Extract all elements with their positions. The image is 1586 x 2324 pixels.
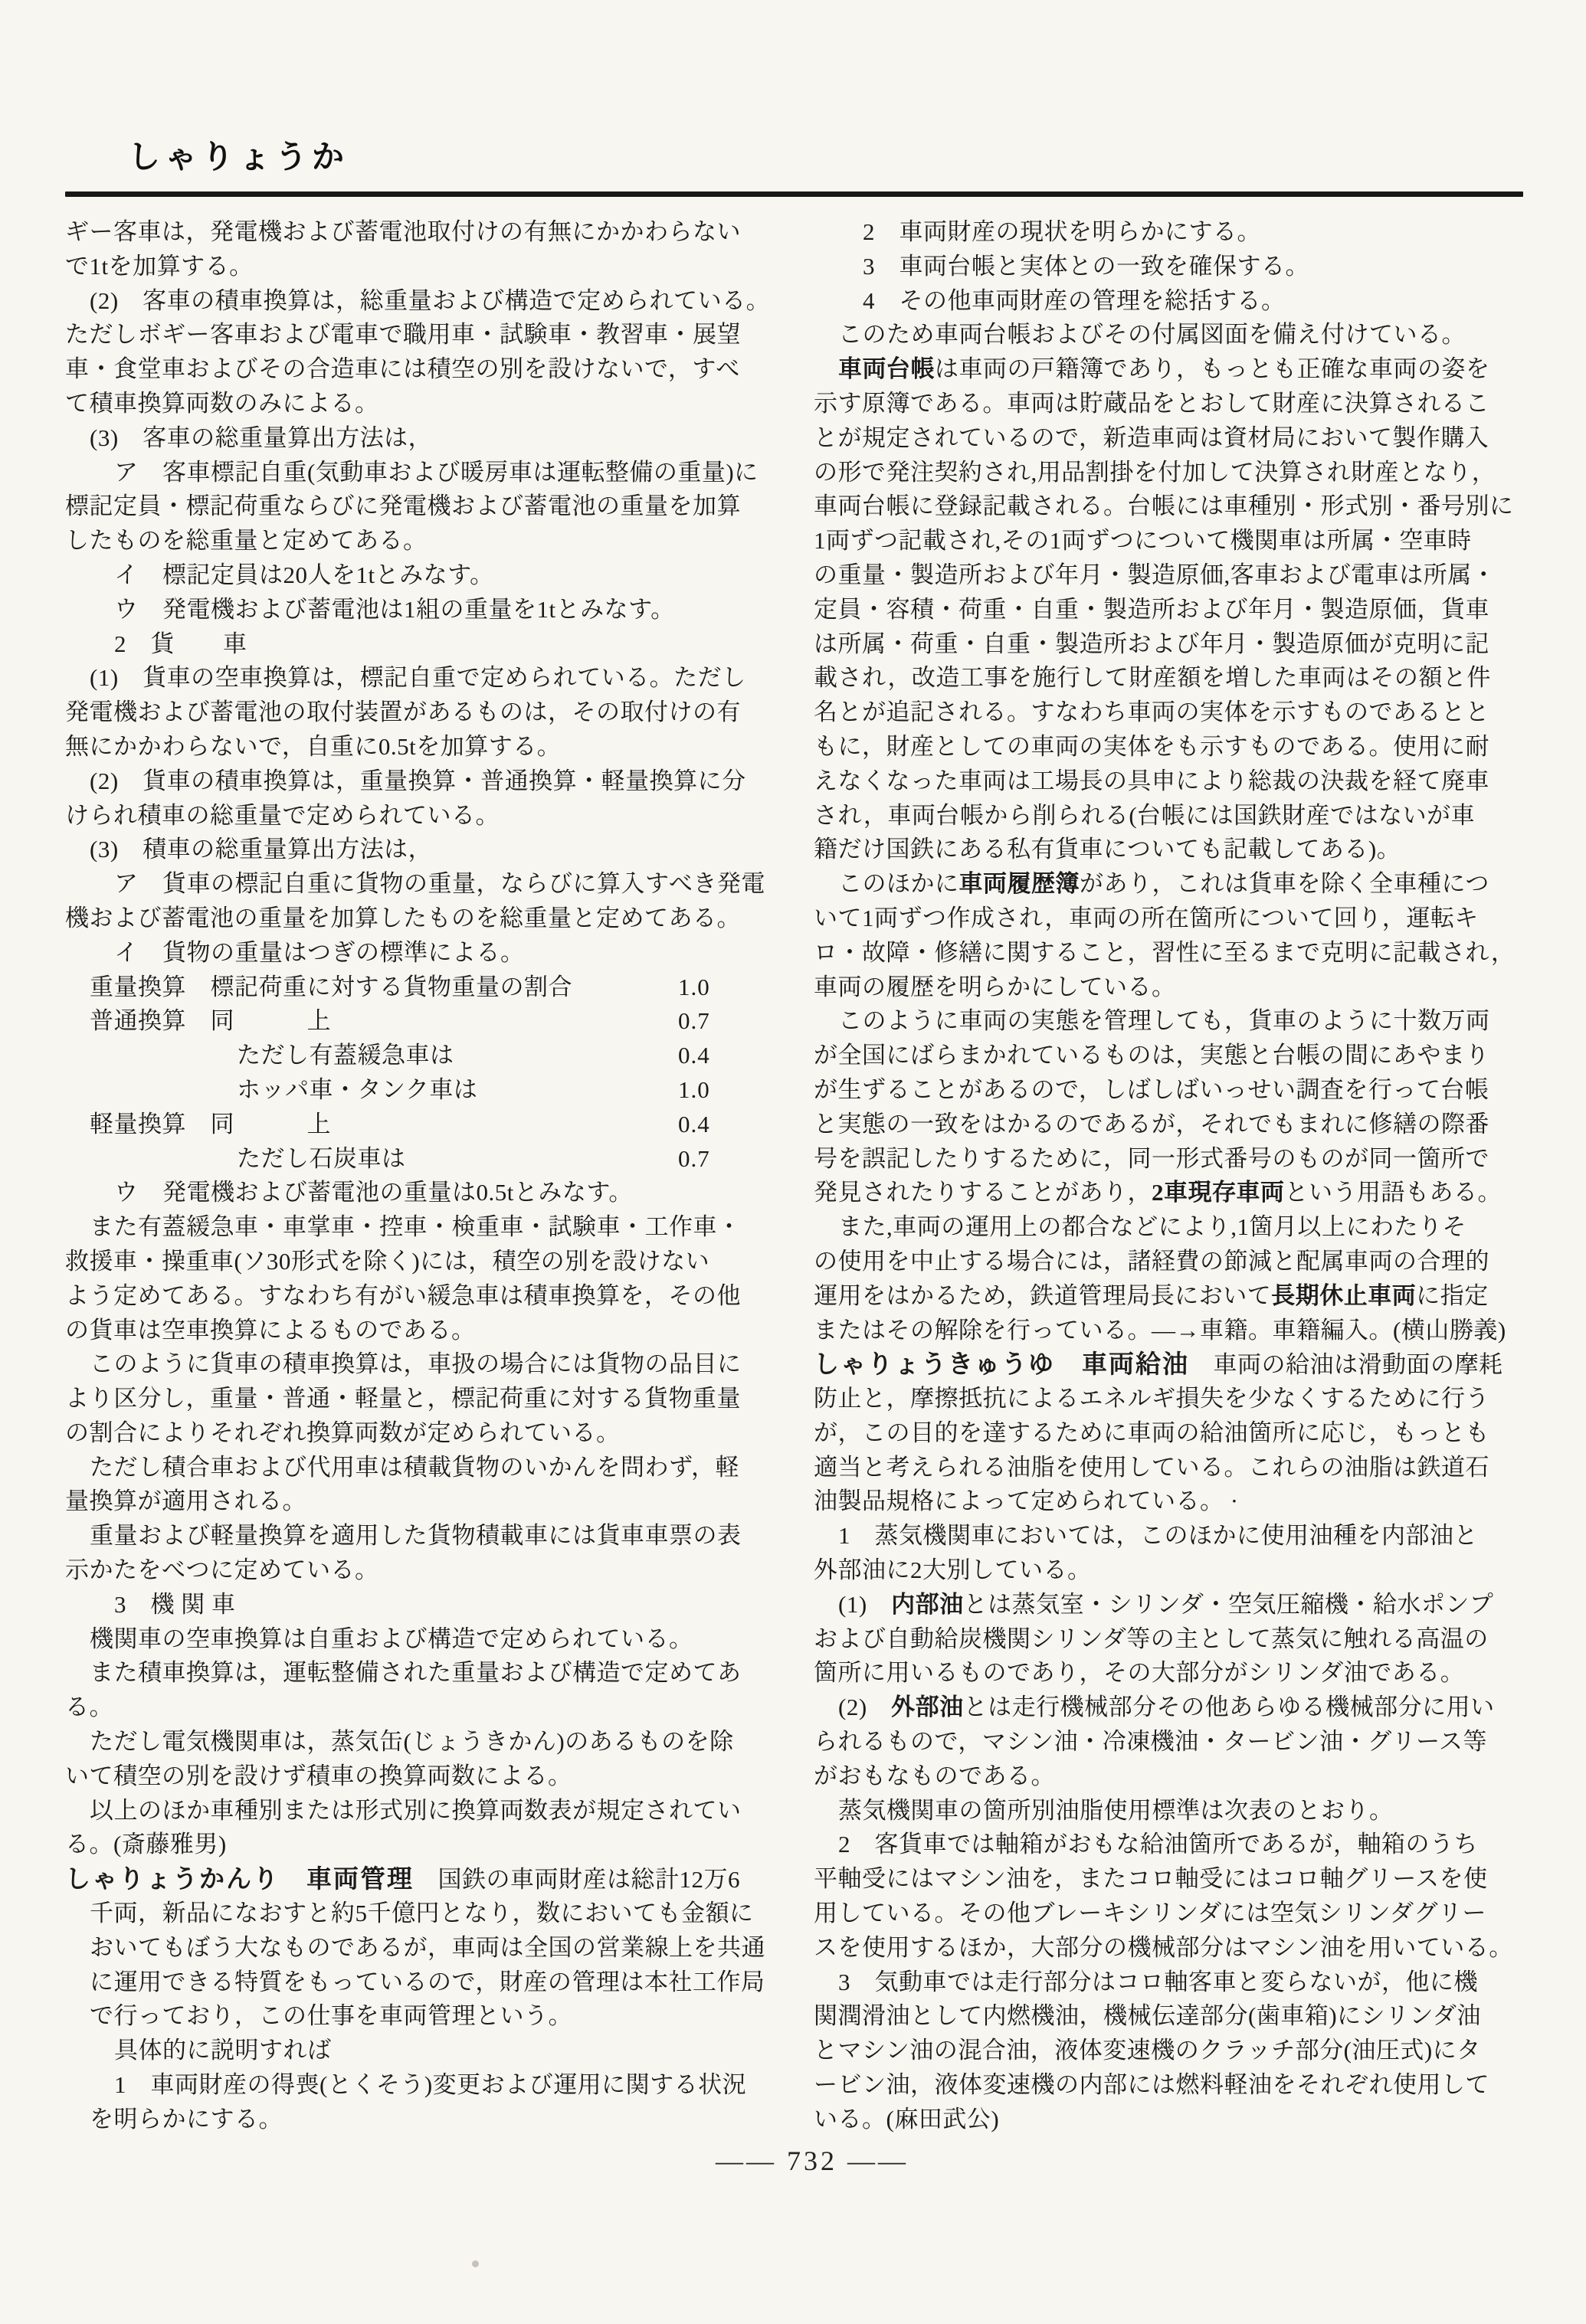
table-value: 1.0 [678, 973, 710, 1000]
text-line [814, 764, 1528, 799]
text-line [65, 833, 779, 867]
text-line [65, 1039, 779, 1073]
text-line [65, 867, 779, 902]
text-segment: 防止と，摩擦抵抗によるエネルギ損失を少なくするために行う [814, 1385, 1489, 1412]
table-value: 0.7 [678, 1144, 710, 1172]
text-segment: が，この目的を達するために車両の給油箇所に応じ，もっとも [814, 1419, 1489, 1446]
text-line [65, 696, 779, 730]
text-line [814, 2034, 1528, 2068]
text-segment: 量換算が適用される。 [65, 1488, 306, 1515]
bold-term: 内部油 [891, 1590, 964, 1618]
text-line [65, 1279, 779, 1314]
text-line [65, 1931, 779, 1966]
text-line [814, 456, 1528, 490]
text-line [814, 1656, 1528, 1691]
text-line [814, 1999, 1528, 2034]
text-segment: 機関車の空車換算は自重および構造で定められている。 [90, 1625, 693, 1652]
text-line [814, 318, 1528, 352]
page-number: ―― 732 ―― [716, 2146, 909, 2176]
text-line [65, 1210, 779, 1245]
text-line [65, 1897, 779, 1931]
text-segment: が生ずることがあるので，しばしばいっせい調査を行って台帳 [814, 1075, 1489, 1103]
text-line [65, 1622, 779, 1657]
text-segment: 1両ずつ記載され,その1両ずつについて機関車は所属・空車時 [814, 527, 1472, 555]
text-segment: の重量・製造所および年月・製造原価,客車および電車は所属・ [814, 561, 1496, 588]
text-segment: 千両，新品になおすと約5千億円となり，数においても金額に [90, 1900, 754, 1927]
text-line [814, 524, 1528, 558]
text-line [814, 799, 1528, 833]
text-line [65, 730, 779, 764]
text-segment: (1) 貨車の空車換算は，標記自重で定められている。ただし [90, 664, 746, 692]
text-line [814, 2068, 1528, 2103]
text-segment: このほかに [838, 870, 959, 898]
text-segment: 4 その他車両財産の管理を総括する。 [863, 286, 1286, 314]
text-segment: の形で発注契約され,用品割掛を付加して決算され財産となり， [814, 458, 1496, 486]
text-segment: られるもので，マシン油・冷凍機油・タービン油・グリース等 [814, 1728, 1488, 1756]
table-value: 0.4 [678, 1042, 710, 1069]
text-segment: 適当と考えられる油脂を使用している。これらの油脂は鉄道石 [814, 1453, 1489, 1481]
text-line [814, 387, 1528, 421]
text-segment: 3 気動車では走行部分はコロ軸客車と変らないが，他に機 [838, 1968, 1478, 1995]
text-line [814, 421, 1528, 456]
text-line [65, 661, 779, 696]
text-segment: 2 客貨車では軸箱がおもな給油箇所であるが，軸箱のうち [838, 1831, 1478, 1858]
text-line [65, 456, 779, 490]
text-line [814, 1210, 1528, 1245]
text-line [814, 1588, 1528, 1622]
text-segment: より区分し，重量・普通・軽量と，標記荷重に対する貨物重量 [65, 1385, 741, 1412]
text-line [814, 1622, 1528, 1657]
text-line [814, 558, 1528, 593]
text-segment: 載され，改造工事を施行して財産額を増した車両はその額と件 [814, 664, 1491, 692]
text-segment: とが規定されているので，新造車両は資材局において製作購入 [814, 424, 1489, 451]
text-segment: ただし有蓋緩急車は [237, 1042, 454, 1069]
text-segment: る。(斎藤雅男) [65, 1831, 227, 1858]
text-line [65, 1828, 779, 1862]
text-line [814, 1897, 1528, 1931]
text-line [65, 593, 779, 627]
text-segment: ア 貨車の標記自重に貨物の重量，ならびに算入すべき発電 [114, 870, 765, 898]
text-segment: 2 車両財産の現状を明らかにする。 [863, 218, 1261, 245]
text-segment: は車両の戸籍簿であり，もっとも正確な車両の姿を [935, 355, 1490, 383]
text-line [65, 2068, 779, 2103]
text-segment: けられ積車の総重量で定められている。 [65, 801, 500, 829]
text-segment: ギー客車は，発電機および蓄電池取付けの有無にかかわらない [65, 218, 741, 245]
text-segment: 車・食堂車およびその合造車には積空の別を設けないで，すべ [65, 355, 740, 383]
text-segment: で1tを加算する。 [65, 252, 254, 280]
text-line [814, 1073, 1528, 1108]
text-line [65, 421, 779, 456]
text-line [814, 1451, 1528, 1485]
text-line [65, 1656, 779, 1691]
text-segment: このように車両の実態を管理しても，貨車のように十数万両 [838, 1007, 1490, 1035]
text-line [814, 1142, 1528, 1177]
text-line [814, 1039, 1528, 1073]
text-segment: また,車両の運用上の都合などにより,1箇月以上にわたりそ [838, 1213, 1466, 1241]
text-segment: 油製品規格によって定められている。 · [814, 1488, 1239, 1515]
text-line [814, 1519, 1528, 1553]
text-segment: で行っており，この仕事を車両管理という。 [90, 2002, 572, 2030]
text-segment: ただし積合車および代用車は積載貨物のいかんを問わず，軽 [90, 1453, 740, 1481]
text-line [814, 2103, 1528, 2137]
text-line [814, 1347, 1528, 1382]
text-segment: がおもなものである。 [814, 1762, 1055, 1789]
text-segment: 車両の給油は滑動面の摩耗 [1189, 1351, 1503, 1379]
text-line [814, 661, 1528, 696]
text-line [65, 1553, 779, 1588]
entry-headword: しゃりょうきゅうゆ 車両給油 [814, 1350, 1189, 1379]
text-segment: があり，これは貨車を除く全車種につ [1080, 870, 1489, 898]
text-segment: ウ 発電機および蓄電池の重量は0.5tとみなす。 [114, 1179, 633, 1206]
text-line [814, 936, 1528, 971]
text-segment: とは走行機械部分その他あらゆる機械部分に用い [963, 1694, 1495, 1721]
text-line [814, 627, 1528, 662]
text-line [814, 1484, 1528, 1519]
text-segment: 外部油に2大別している。 [814, 1556, 1092, 1584]
text-line [65, 1245, 779, 1279]
table-value: 0.4 [678, 1110, 710, 1137]
text-segment: に運用できる特質をもっているので，財産の管理は本社工作局 [90, 1968, 765, 1995]
text-segment: ウ 発電機および蓄電池は1組の重量を1tとみなす。 [114, 595, 675, 623]
text-line [65, 2034, 779, 2068]
text-line [814, 1725, 1528, 1759]
text-line [814, 284, 1528, 319]
text-line [65, 387, 779, 421]
text-line [814, 1794, 1528, 1828]
text-segment: 軽量換算 同 上 [90, 1110, 331, 1137]
text-line [814, 1759, 1528, 1794]
text-segment: ア 客車標記自重(気動車および暖房車は運転整備の重量)に [114, 458, 759, 486]
text-line [65, 1999, 779, 2034]
text-segment: 定員・容積・荷重・自重・製造所および年月・製造原価，貨車 [814, 595, 1489, 623]
text-segment: したものを総重量と定めてある。 [65, 527, 428, 555]
table-value: 1.0 [678, 1075, 710, 1103]
text-segment: 車両の履歴を明らかにしている。 [814, 973, 1176, 1000]
text-line [65, 1519, 779, 1553]
text-line [814, 1314, 1528, 1348]
text-segment: 車両台帳に登録記載される。台帳には車種別・形式別・番号別に [814, 493, 1514, 520]
text-line [814, 1279, 1528, 1314]
text-line [65, 1966, 779, 2000]
running-head: しゃりょうか [128, 139, 349, 175]
text-segment: おいてもぼう大なものであるが，車両は全国の営業線上を共通 [90, 1933, 765, 1961]
text-line [65, 1073, 779, 1108]
text-line [65, 1759, 779, 1794]
text-segment: 救援車・操重車(ソ30形式を除く)には，積空の別を設けない [65, 1247, 710, 1275]
text-segment: いて1両ずつ作成され，車両の所在箇所について回り，運転キ [814, 904, 1479, 931]
text-line [65, 1347, 779, 1382]
text-segment: ホッパ車・タンク車は [237, 1075, 478, 1103]
text-segment: を明らかにする。 [90, 2105, 283, 2133]
text-line [65, 936, 779, 971]
text-segment: が全国にばらまかれているものは，実態と台帳の間にあやまり [814, 1042, 1489, 1069]
text-segment: とは蒸気室・シリンダ・空気圧縮機・給水ポンプ [963, 1590, 1494, 1618]
text-segment: 示す原簿である。車両は貯蔵品をとおして財産に決算されるこ [814, 389, 1489, 417]
left-column [65, 215, 779, 2137]
text-segment: (2) 貨車の積車換算は，重量換算・普通換算・軽量換算に分 [90, 767, 746, 794]
text-line [814, 1382, 1528, 1416]
text-line [814, 352, 1528, 387]
text-line [65, 215, 779, 250]
text-line [65, 1862, 779, 1897]
text-segment: ービン油，液体変速機の内部には燃料軽油をそれぞれ使用して [814, 2071, 1489, 2099]
text-line [814, 1862, 1528, 1897]
text-segment: ロ・故障・修繕に関すること，習性に至るまで克明に記載され， [814, 938, 1516, 966]
text-segment: また有蓋緩急車・車掌車・控車・検重車・試験車・工作車・ [90, 1213, 742, 1241]
text-line [65, 524, 779, 558]
text-segment: され，車両台帳から削られる(台帳には国鉄財産ではないが車 [814, 801, 1476, 829]
text-line [814, 489, 1528, 524]
text-line [814, 1553, 1528, 1588]
text-segment: 重量換算 標記荷重に対する貨物重量の割合 [90, 973, 572, 1000]
text-line [814, 1108, 1528, 1142]
text-line [65, 627, 779, 662]
text-line [65, 1416, 779, 1451]
text-segment: に指定 [1416, 1281, 1489, 1309]
bold-term: 長期休止車両 [1271, 1281, 1417, 1309]
table-value: 0.7 [678, 1007, 710, 1035]
bold-term: 外部油 [891, 1694, 964, 1721]
text-line [65, 318, 779, 352]
text-segment: 発見されたりすることがあり， [814, 1179, 1152, 1206]
text-line [65, 1176, 779, 1210]
text-segment: という用語もある。 [1284, 1179, 1502, 1206]
text-segment: 具体的に説明すれば [114, 2037, 332, 2064]
bold-term: 車両台帳 [838, 355, 935, 383]
text-segment: とマシン油の混合油，液体変速機のクラッチ部分(油圧式)にタ [814, 2037, 1481, 2064]
text-segment: またはその解除を行っている。―→車籍。車籍編入。(横山勝義) [814, 1316, 1506, 1344]
text-segment: 蒸気機関車の箇所別油脂使用標準は次表のとおり。 [838, 1796, 1394, 1824]
text-line [65, 2103, 779, 2137]
text-segment: の割合によりそれぞれ換算両数が定められている。 [65, 1419, 621, 1446]
text-line [814, 1931, 1528, 1966]
text-segment: いて積空の別を設けず積車の換算両数による。 [65, 1762, 572, 1789]
text-segment: イ 貨物の重量はつぎの標準による。 [114, 938, 525, 966]
text-segment: 国鉄の車両財産は総計12万6 [414, 1866, 740, 1894]
text-line [814, 867, 1528, 902]
text-segment: 機および蓄電池の重量を加算したものを総重量と定めてある。 [65, 904, 741, 931]
text-line [65, 1004, 779, 1039]
text-segment: る。 [65, 1694, 113, 1721]
text-line [814, 215, 1528, 250]
text-segment: (1) [838, 1590, 892, 1618]
text-segment: 重量および軽量換算を適用した貨物積載車には貨車車票の表 [90, 1522, 742, 1550]
text-segment: 普通換算 同 上 [90, 1007, 331, 1035]
text-segment: ただし電気機関車は，蒸気缶(じょうきかん)のあるものを除 [90, 1728, 734, 1756]
text-line [65, 764, 779, 799]
text-segment: よう定めてある。すなわち有がい緩急車は積車換算を，その他 [65, 1281, 741, 1309]
text-segment: ただしボギー客車および電車で職用車・試験車・教習車・展望 [65, 321, 741, 349]
text-line [65, 558, 779, 593]
text-segment: 示かたをべつに定めている。 [65, 1556, 379, 1584]
text-segment: 名とが追記される。すなわち車両の実体を示すものであるとと [814, 699, 1489, 726]
text-segment: 平軸受にはマシン油を，またコロ軸受にはコロ軸グリースを使 [814, 1865, 1488, 1893]
bold-term: 車両履歴簿 [958, 870, 1080, 898]
text-segment: 発電機および蓄電池の取付装置があるものは，その取付けの有 [65, 699, 741, 726]
entry-headword: しゃりょうかんり 車両管理 [65, 1864, 414, 1894]
text-segment: いる。(麻田武公) [814, 2105, 1000, 2133]
text-segment: イ 標記定員は20人を1tとみなす。 [114, 561, 494, 588]
text-segment: と実態の一致をはかるのであるが，それでもまれに修繕の際番 [814, 1110, 1489, 1137]
text-line [814, 833, 1528, 867]
text-segment: 用している。その他ブレーキシリンダには空気シリンダグリー [814, 1900, 1486, 1927]
text-segment: 3 車両台帳と実体との一致を確保する。 [863, 252, 1309, 280]
text-segment: また積車換算は，運転整備された重量および構造で定めてあ [90, 1659, 742, 1687]
text-line [814, 250, 1528, 284]
right-column [814, 215, 1528, 2137]
text-segment: 籍だけ国鉄にある私有貨車についても記載してある)。 [814, 836, 1401, 863]
text-segment: もに，財産としての車両の実体をも示すものである。使用に耐 [814, 732, 1489, 760]
text-segment: (2) 客車の積車換算は，総重量および構造で定められている。 [90, 286, 771, 314]
text-segment: 標記定員・標記荷重ならびに発電機および蓄電池の重量を加算 [65, 493, 741, 520]
text-line [65, 1691, 779, 1725]
text-line [65, 1484, 779, 1519]
text-line [65, 902, 779, 936]
text-segment: 1 車両財産の得喪(とくそう)変更および運用に関する状況 [114, 2071, 747, 2099]
text-segment: スを使用するほか，大部分の機械部分はマシン油を用いている。 [814, 1933, 1513, 1961]
text-line [814, 730, 1528, 764]
text-line [814, 1828, 1528, 1862]
text-line [814, 1416, 1528, 1451]
text-line [65, 489, 779, 524]
text-line [65, 352, 779, 387]
text-line [814, 696, 1528, 730]
text-line [65, 250, 779, 284]
text-segment: (3) 客車の総重量算出方法は， [90, 424, 433, 451]
text-line [65, 1451, 779, 1485]
header-rule [65, 191, 1523, 197]
text-segment: 以上のほか車種別または形式別に換算両数表が規定されてい [90, 1796, 742, 1824]
text-segment: は所属・荷重・自重・製造所および年月・製造原価が克明に記 [814, 630, 1489, 657]
text-segment: 1 蒸気機関車においては，このほかに使用油種を内部油と [838, 1522, 1478, 1550]
text-line [814, 971, 1528, 1005]
text-line [814, 593, 1528, 627]
text-line [65, 1794, 779, 1828]
text-line [814, 1691, 1528, 1725]
text-segment: (2) [838, 1694, 892, 1721]
text-line [65, 1725, 779, 1759]
text-segment: 3 機 関 車 [114, 1590, 236, 1618]
text-segment: えなくなった車両は工場長の具申により総裁の決裁を経て廃車 [814, 767, 1489, 794]
text-line [814, 1176, 1528, 1210]
text-segment: の貨車は空車換算によるものである。 [65, 1316, 476, 1344]
text-line [814, 1245, 1528, 1279]
text-segment: ただし石炭車は [237, 1144, 406, 1172]
text-segment: 関潤滑油として内燃機油，機械伝達部分(歯車箱)にシリンダ油 [814, 2002, 1481, 2030]
text-line [814, 902, 1528, 936]
text-line [65, 799, 779, 833]
text-segment: 運用をはかるため，鉄道管理局長において [814, 1281, 1272, 1309]
paper-speck [472, 2260, 479, 2267]
text-segment: (3) 積車の総重量算出方法は， [90, 836, 433, 863]
bold-term: 2車現存車両 [1152, 1179, 1285, 1206]
text-line [65, 1108, 779, 1142]
text-segment: 2 貨 車 [114, 630, 247, 657]
text-segment: て積車換算両数のみによる。 [65, 389, 379, 417]
text-line [814, 1966, 1528, 2000]
text-line [65, 1314, 779, 1348]
text-segment: 号を誤記したりするために，同一形式番号のものが同一箇所で [814, 1144, 1489, 1172]
text-line [814, 1004, 1528, 1039]
text-segment: 無にかかわらないで，自重に0.5tを加算する。 [65, 732, 562, 760]
text-line [65, 284, 779, 319]
text-line [65, 1588, 779, 1622]
text-segment: の使用を中止する場合には，諸経費の節減と配属車両の合理的 [814, 1247, 1489, 1275]
text-line [65, 971, 779, 1005]
text-line [65, 1142, 779, 1177]
text-segment: このため車両台帳およびその付属図面を備え付けている。 [838, 321, 1466, 349]
text-segment: 箇所に用いるものであり，その大部分がシリンダ油である。 [814, 1659, 1465, 1687]
text-segment: および自動給炭機関シリンダ等の主として蒸気に触れる高温の [814, 1625, 1489, 1652]
text-line [65, 1382, 779, 1416]
text-segment: このように貨車の積車換算は，車扱の場合には貨物の品目に [90, 1350, 742, 1378]
